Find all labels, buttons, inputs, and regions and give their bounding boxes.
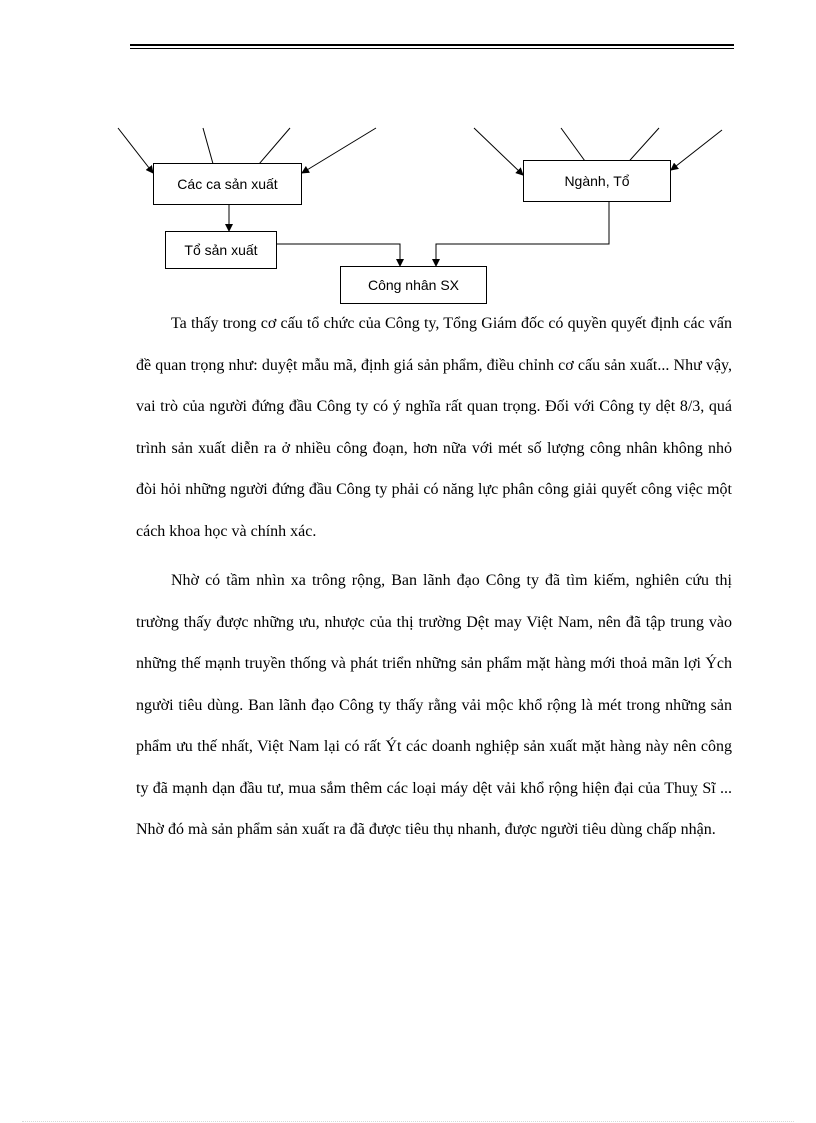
arrow-ng-cn [436,202,609,266]
paragraph-2: Nhờ có tầm nhìn xa trông rộng, Ban lãnh đạo Công ty đã tìm kiếm, nghiên cứu thị trường thấy được những ưu, nhược của thị trường Dệt may Việt Nam, nên đã tập trung vào những thế mạnh truyền thống và phát triển những sản phẩm mặt hàng mới thoả mãn lợi Ých người tiêu dùng. Ban lãnh đạo Công ty thấy rằng vải mộc khổ rộng là mét trong những sản phẩm ưu thế nhất, Việt Nam lại có rất Ýt các doanh nghiệp sản xuất mặt hàng này nên công ty đã mạnh dạn đầu tư, mua sắm thêm các loại máy dệt vải khổ rộng hiện đại của Thuỵ Sĩ ... Nhờ đó mà sản phẩm sản xuất ra đã được tiêu thụ nhanh, được người tiêu dùng chấp nhận. [136,572,732,838]
box-cong-nhan-sx [340,266,487,304]
arrow-in-ng-1 [474,128,523,175]
box-cong-nhan-sx-label: Công nhân SX [367,277,460,293]
arrow-in-ca-1 [118,128,153,173]
box-ca-san-xuat [153,163,302,205]
box-to-san-xuat [165,231,277,269]
box-to-san-xuat-label: Tổ sản xuất [184,242,258,258]
box-ca-san-xuat-label: Các ca sản xuất [177,176,278,192]
arrow-in-ca-4 [302,128,376,173]
paragraph-1: Ta thấy trong cơ cấu tổ chức của Công ty, Tổng Giám đốc có quyền quyết định các vấn đề quan trọng như: duyệt mẫu mã, định giá sản phẩm, điều chỉnh cơ cấu sản xuất... Như vậy, vai trò của người đứng đầu Công ty có ý nghĩa rất quan trọng. Đối với Công ty dệt 8/3, quá trình sản xuất diễn ra ở nhiều công đoạn, hơn nữa với mét số lượng công nhân không nhỏ đòi hỏi những người đứng đầu Công ty phải có năng lực phân công giải quyết công việc một cách khoa học và chính xác. [136,315,732,540]
arrow-to-cn [277,244,400,266]
footer-dotted-line [22,1121,794,1122]
box-nganh-to [523,160,671,202]
arrow-in-ng-4 [671,130,722,170]
box-nganh-to-label: Ngành, Tổ [564,173,630,189]
body-text [136,303,732,851]
